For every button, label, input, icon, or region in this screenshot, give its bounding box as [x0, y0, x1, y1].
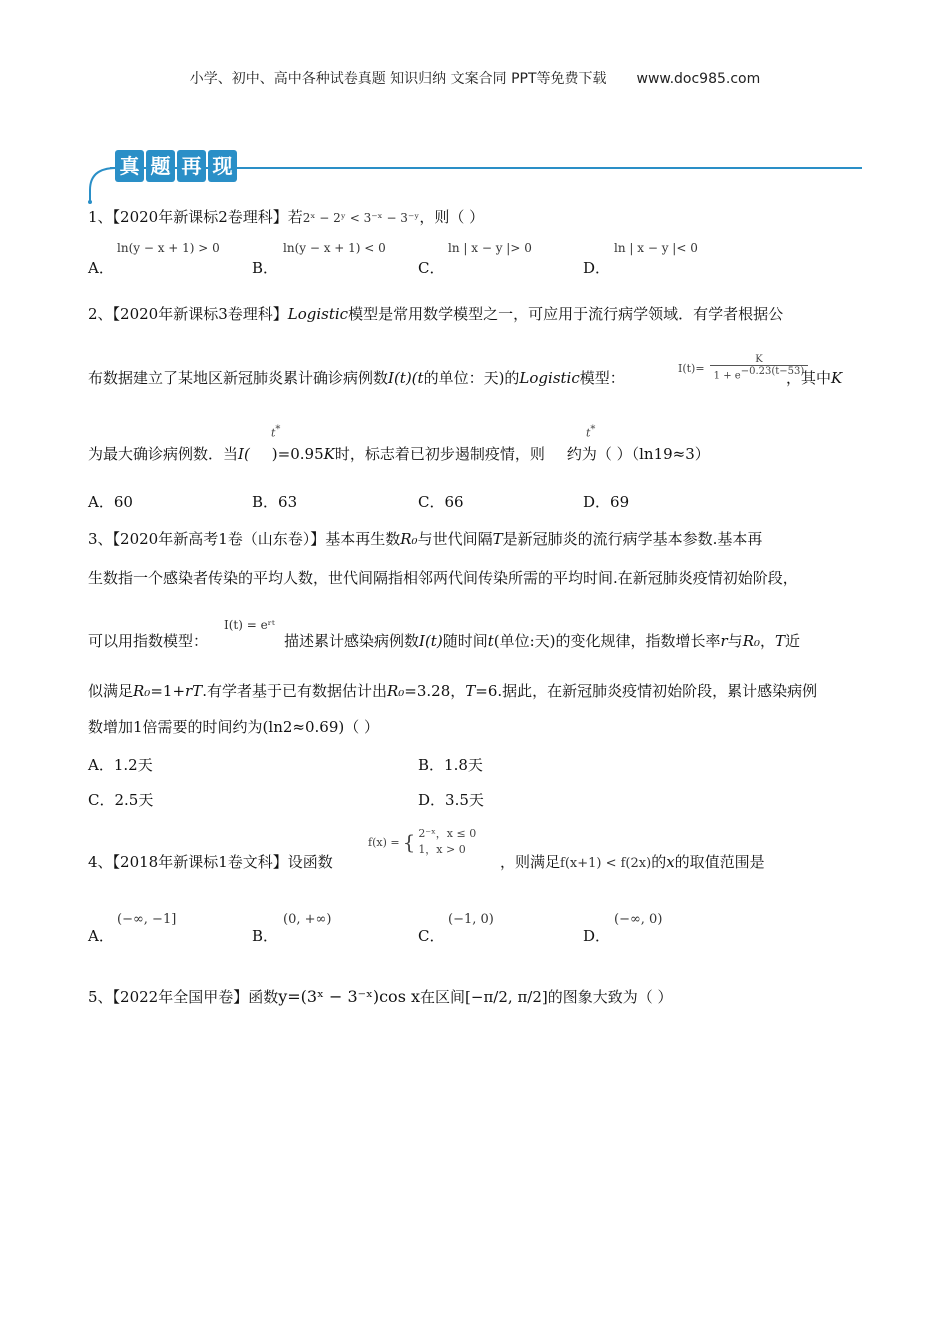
page-header [0, 68, 950, 88]
q3-model: I(t) = eʳᵗ [224, 618, 275, 632]
q2-line3: 为最大确诊病例数．当I( )=0.95K时，标志着已初步遏制疫情，则 约为（ ）（ln19≈3） [88, 445, 710, 463]
q4-option-c: C． [418, 927, 445, 945]
q3-line1: 3、【2020年新高考1卷（山东卷）】基本再生数R₀与世代间隔T是新冠肺炎的流行病学基本参数.基本再 [88, 530, 763, 548]
q4-option-b-expr: (0, +∞) [283, 912, 332, 927]
banner-char: 现 [208, 150, 237, 182]
q3-line4: 似满足R₀=1+rT.有学者基于已有数据估计出R₀=3.28，T=6.据此，在新冠肺炎疫情初始阶段，累计感染病例 [88, 682, 818, 700]
q2-logistic-formula: I(t)= $\frac{K}{1 + e-0.23(t-53)}$ [678, 354, 808, 381]
q1-option-a: A． [88, 259, 114, 277]
q2-option-d: D．69 [583, 493, 630, 511]
banner-char: 真 [115, 150, 144, 182]
q1-option-d-expr: ln | x − y |< 0 [614, 241, 698, 255]
banner-char: 再 [177, 150, 206, 182]
q2-tstar-2: t* [586, 424, 596, 440]
q3-line2: 生数指一个感染者传染的平均人数，世代间隔指相邻两代间传染所需的平均时间.在新冠肺炎疫情初始阶段， [88, 569, 798, 587]
q1-option-c-expr: ln | x − y |> 0 [448, 241, 532, 255]
q1-option-a-expr: ln(y − x + 1) > 0 [117, 241, 220, 255]
q1-option-c: C． [418, 259, 445, 277]
section-banner [115, 150, 237, 184]
q4-stem: 4、【2018年新课标1卷文科】设函数 [88, 853, 333, 871]
header-site[interactable]: www.doc985.com [636, 71, 761, 87]
q2-line2: 布数据建立了某地区新冠肺炎累计确诊病例数I(t)(t的单位：天)的Logistic模型： [88, 369, 625, 387]
header-text: 小学、初中、高中各种试卷真题 知识归纳 文案合同 PPT等免费下载 [189, 71, 607, 87]
q4-tail: ，则满足f(x+1) < f(2x)的x的取值范围是 [500, 853, 765, 871]
q1-stem: 1、【2020年新课标2卷理科】若2ˣ − 2ʸ < 3⁻ˣ − 3⁻ʸ，则（ ） [88, 208, 485, 226]
q3-line5: 数增加1倍需要的时间约为(ln2≈0.69)（ ） [88, 718, 379, 736]
q4-option-d-expr: (−∞, 0) [614, 912, 663, 927]
q2-tstar-1: t* [271, 424, 281, 440]
banner-char: 题 [146, 150, 175, 182]
q1-option-b: B． [252, 259, 279, 277]
q3-option-b: B．1.8天 [418, 756, 483, 774]
q1-option-d: D． [583, 259, 611, 277]
q2-line1: 2、【2020年新课标3卷理科】Logistic模型是常用数学模型之一，可应用于流行病学领域．有学者根据公 [88, 305, 784, 323]
q4-option-a: A． [88, 927, 114, 945]
q3-option-d: D．3.5天 [418, 791, 484, 809]
q4-option-b: B． [252, 927, 279, 945]
q1-option-b-expr: ln(y − x + 1) < 0 [283, 241, 386, 255]
q3-line3-rest: 描述累计感染病例数I(t)随时间t(单位:天)的变化规律，指数增长率r与R₀，T近 [284, 632, 801, 650]
q2-option-a: A．60 [88, 493, 133, 511]
q4-piecewise: f(x) = { 2⁻ˣ，x ≤ 0 1，x > 0 [368, 827, 477, 856]
q2-option-b: B．63 [252, 493, 298, 511]
q3-option-a: A．1.2天 [88, 756, 153, 774]
q4-option-d: D． [583, 927, 611, 945]
q3-option-c: C．2.5天 [88, 791, 154, 809]
q2-option-c: C．66 [418, 493, 464, 511]
q4-option-c-expr: (−1, 0) [448, 912, 494, 927]
q1-inequality: 2ˣ − 2ʸ < 3⁻ˣ − 3⁻ʸ [302, 211, 420, 225]
q4-option-a-expr: (−∞, −1] [117, 912, 177, 927]
q2-line2-tail: ，其中K [786, 369, 843, 387]
q3-line3: 可以用指数模型： [88, 632, 209, 650]
q5-line: 5、【2022年全国甲卷】函数y=(3ˣ − 3⁻ˣ)cos x在区间[−π/2, π/2]的图象大致为（ ） [88, 987, 673, 1006]
